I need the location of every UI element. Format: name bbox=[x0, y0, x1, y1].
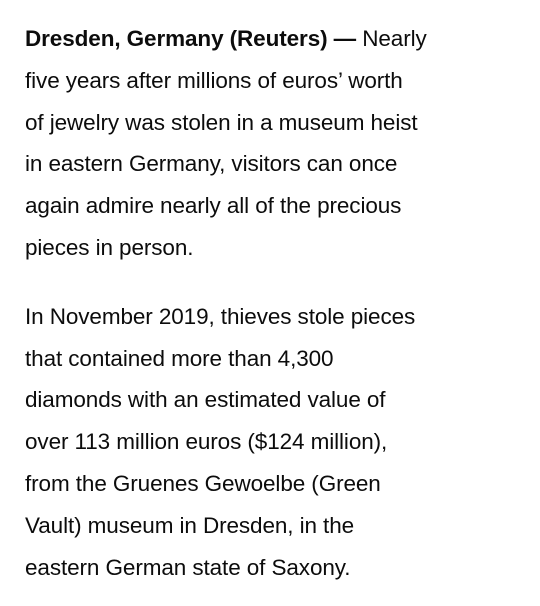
paragraph-1-line-3: of jewelry was stolen in a museum heist bbox=[25, 109, 418, 135]
paragraph-1-line-1 bbox=[25, 18, 525, 60]
paragraph-2 bbox=[25, 296, 525, 589]
paragraph-2-line-1: In November 2019, thieves stole pieces bbox=[25, 303, 416, 329]
paragraph-2-line-5: from the Gruenes Gewoelbe (Green bbox=[25, 470, 381, 496]
paragraph-2-line-4: over 113 million euros ($124 million), bbox=[25, 429, 388, 455]
paragraph-2-line-2: that contained more than 4,300 bbox=[25, 345, 334, 371]
article-body bbox=[25, 18, 525, 588]
paragraph-1-line-5: again admire nearly all of the precious bbox=[25, 193, 402, 219]
paragraph-1-line-6: pieces in person. bbox=[25, 234, 194, 260]
paragraph-1-lead-text: Nearly bbox=[362, 26, 427, 51]
paragraph-2-line-7: eastern German state of Saxony. bbox=[25, 554, 351, 580]
paragraph-2-line-6: Vault) museum in Dresden, in the bbox=[25, 512, 355, 538]
paragraph-1-line-4: in eastern Germany, visitors can once bbox=[25, 151, 398, 177]
dateline: Dresden, Germany (Reuters) — bbox=[25, 26, 357, 51]
paragraph-1-line-2: five years after millions of euros’ worth bbox=[25, 67, 403, 93]
paragraph-2-line-3: diamonds with an estimated value of bbox=[25, 387, 386, 413]
paragraph-1 bbox=[25, 18, 525, 269]
